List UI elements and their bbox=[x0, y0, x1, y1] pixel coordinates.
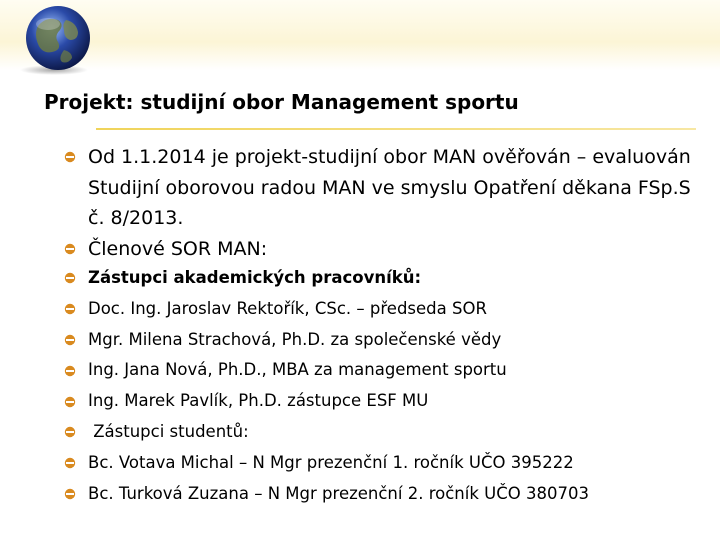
bullet-icon bbox=[64, 303, 76, 315]
main-bullet-list bbox=[64, 142, 704, 264]
list-item bbox=[64, 479, 704, 510]
member-text: Ing. Jana Nová, Ph.D., MBA za management sportu bbox=[88, 360, 507, 380]
bullet-icon bbox=[64, 272, 76, 284]
globe-icon bbox=[8, 4, 100, 76]
bullet-icon bbox=[64, 457, 76, 469]
bullet-icon bbox=[64, 334, 76, 346]
member-text: Doc. Ing. Jaroslav Rektořík, CSc. – předseda SOR bbox=[88, 298, 487, 318]
list-item bbox=[64, 448, 704, 479]
list-item bbox=[64, 142, 704, 234]
section-heading-students: Zástupci studentů: bbox=[88, 421, 249, 441]
list-item bbox=[64, 386, 704, 417]
member-list bbox=[64, 263, 704, 509]
member-text: Mgr. Milena Strachová, Ph.D. za společenské vědy bbox=[88, 329, 502, 349]
bullet-icon bbox=[64, 151, 76, 163]
member-text: Bc. Turková Zuzana – N Mgr prezenční 2. ročník UČO 380703 bbox=[88, 483, 589, 503]
header-band bbox=[0, 0, 720, 70]
section-heading-academics: Zástupci akademických pracovníků: bbox=[88, 268, 422, 287]
slide-title: Projekt: studijní obor Management sportu bbox=[44, 90, 519, 114]
title-underline bbox=[96, 128, 696, 130]
member-text: Ing. Marek Pavlík, Ph.D. zástupce ESF MU bbox=[88, 391, 429, 411]
member-text: Bc. Votava Michal – N Mgr prezenční 1. ročník UČO 395222 bbox=[88, 452, 574, 472]
list-item bbox=[64, 263, 704, 294]
list-item bbox=[64, 417, 704, 448]
list-item bbox=[64, 294, 704, 325]
bullet-icon bbox=[64, 243, 76, 255]
bullet-icon bbox=[64, 365, 76, 377]
bullet-icon bbox=[64, 396, 76, 408]
list-item bbox=[64, 234, 704, 265]
list-item bbox=[64, 325, 704, 356]
main-point-text: Členové SOR MAN: bbox=[88, 237, 268, 260]
list-item bbox=[64, 355, 704, 386]
main-point-text: Od 1.1.2014 je projekt-studijní obor MAN ověřován – evaluován Studijní oborovou radou MAN ve smyslu Opatření děkana FSp.S č. 8/2013. bbox=[88, 146, 691, 229]
bullet-icon bbox=[64, 426, 76, 438]
bullet-icon bbox=[64, 488, 76, 500]
